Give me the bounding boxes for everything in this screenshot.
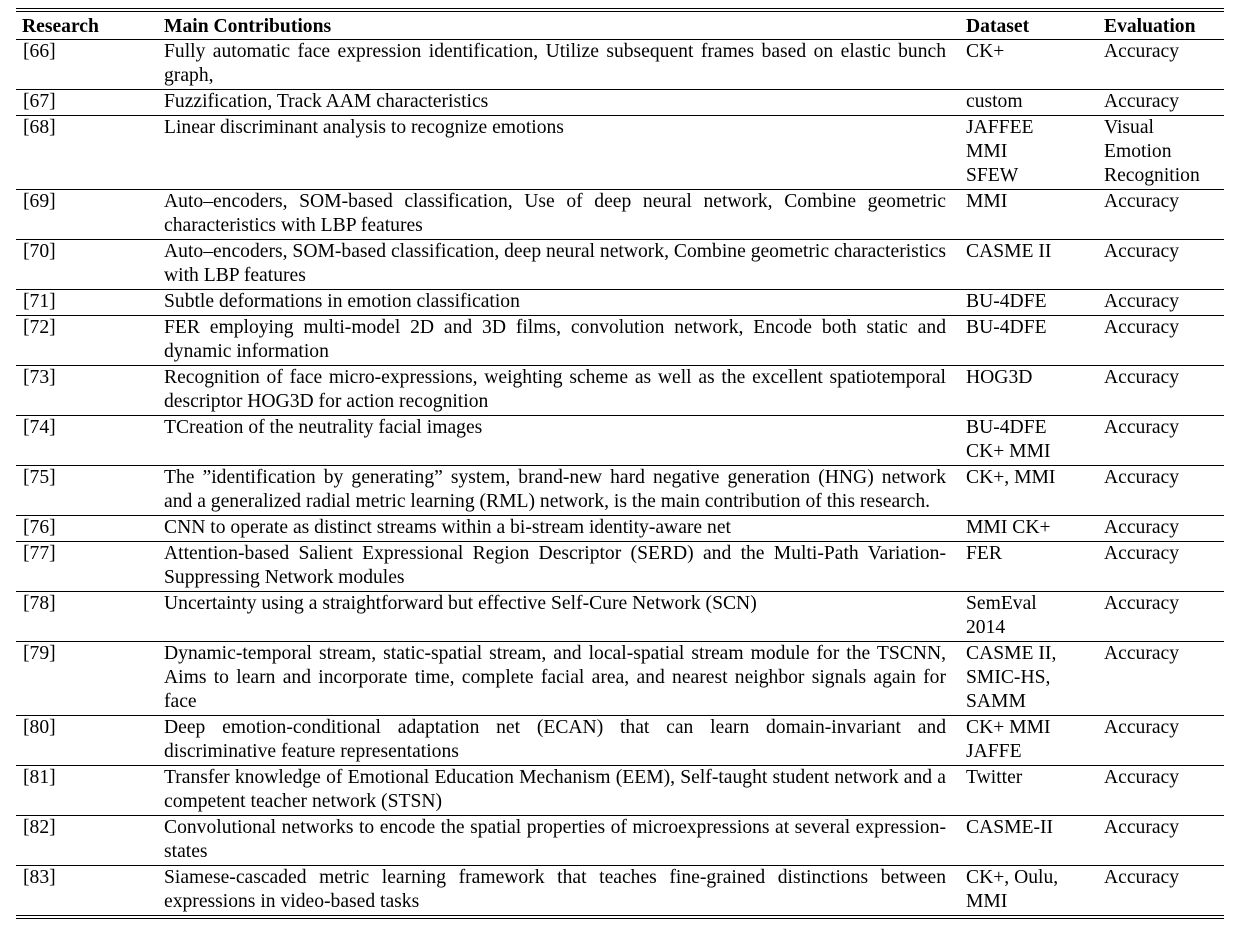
dataset-line: BU-4DFE <box>966 291 1047 312</box>
cell-main-contribution: Fuzzification, Track AAM characteristics <box>158 90 960 116</box>
cell-main-contribution: Auto–encoders, SOM-based classification, deep neural network, Combine geometric characteristics with LBP features <box>158 240 960 290</box>
cell-main-contribution: Dynamic-temporal stream, static-spatial stream, and local-spatial stream module for the TSCNN, Aims to learn and incorporate time, complete facial area, and nearest neighbor signals again for face <box>158 642 960 716</box>
dataset-line: BU-4DFE <box>966 417 1047 438</box>
dataset-line: MMI <box>966 141 1008 162</box>
cell-main-contribution: Convolutional networks to encode the spatial properties of microexpressions at several expression-states <box>158 816 960 866</box>
table-row <box>16 866 1224 916</box>
cell-research-ref: [78] <box>16 592 158 642</box>
cell-main-contribution: CNN to operate as distinct streams within a bi-stream identity-aware net <box>158 516 960 542</box>
evaluation-line: Accuracy <box>1104 767 1180 788</box>
dataset-line: CK+ <box>966 41 1005 62</box>
evaluation-line: Accuracy <box>1104 417 1180 438</box>
table-row <box>16 716 1224 766</box>
table-row <box>16 366 1224 416</box>
cell-evaluation <box>1098 816 1224 866</box>
cell-evaluation <box>1098 40 1224 90</box>
cell-evaluation <box>1098 116 1224 190</box>
cell-main-contribution: Uncertainty using a straightforward but effective Self-Cure Network (SCN) <box>158 592 960 642</box>
cell-research-ref: [82] <box>16 816 158 866</box>
dataset-line: MMI CK+ <box>966 517 1051 538</box>
dataset-line: JAFFEE <box>966 117 1034 138</box>
evaluation-line: Accuracy <box>1104 191 1180 212</box>
evaluation-line: Accuracy <box>1104 867 1180 888</box>
evaluation-line: Recognition <box>1104 165 1200 186</box>
table-row <box>16 316 1224 366</box>
table-row <box>16 766 1224 816</box>
cell-dataset <box>960 240 1098 290</box>
dataset-line: 2014 <box>966 617 1006 638</box>
evaluation-line: Accuracy <box>1104 91 1180 112</box>
dataset-line: CASME II <box>966 241 1052 262</box>
evaluation-line: Accuracy <box>1104 643 1180 664</box>
cell-research-ref: [67] <box>16 90 158 116</box>
dataset-line: HOG3D <box>966 367 1033 388</box>
dataset-line: CK+, MMI <box>966 467 1056 488</box>
table-row <box>16 816 1224 866</box>
cell-research-ref: [73] <box>16 366 158 416</box>
table-row <box>16 290 1224 316</box>
cell-research-ref: [71] <box>16 290 158 316</box>
cell-dataset <box>960 766 1098 816</box>
table-row <box>16 190 1224 240</box>
cell-research-ref: [72] <box>16 316 158 366</box>
evaluation-line: Visual <box>1104 117 1154 138</box>
evaluation-line: Accuracy <box>1104 817 1180 838</box>
cell-research-ref: [83] <box>16 866 158 916</box>
top-double-rule <box>16 8 1224 9</box>
cell-main-contribution: Fully automatic face expression identification, Utilize subsequent frames based on elastic bunch graph, <box>158 40 960 90</box>
cell-dataset <box>960 40 1098 90</box>
cell-evaluation <box>1098 642 1224 716</box>
cell-evaluation <box>1098 542 1224 592</box>
cell-dataset <box>960 116 1098 190</box>
cell-dataset <box>960 866 1098 916</box>
cell-evaluation <box>1098 466 1224 516</box>
dataset-line: custom <box>966 91 1023 112</box>
cell-research-ref: [69] <box>16 190 158 240</box>
cell-dataset <box>960 366 1098 416</box>
cell-evaluation <box>1098 716 1224 766</box>
cell-dataset <box>960 516 1098 542</box>
evaluation-line: Accuracy <box>1104 241 1180 262</box>
cell-main-contribution: TCreation of the neutrality facial images <box>158 416 960 466</box>
cell-evaluation <box>1098 516 1224 542</box>
cell-main-contribution: Subtle deformations in emotion classification <box>158 290 960 316</box>
cell-dataset <box>960 592 1098 642</box>
cell-research-ref: [76] <box>16 516 158 542</box>
dataset-line: BU-4DFE <box>966 317 1047 338</box>
cell-research-ref: [66] <box>16 40 158 90</box>
table-row <box>16 516 1224 542</box>
header-research: Research <box>16 12 158 40</box>
cell-evaluation <box>1098 290 1224 316</box>
cell-evaluation <box>1098 190 1224 240</box>
table-row <box>16 240 1224 290</box>
dataset-line: CASME II, <box>966 643 1057 664</box>
cell-research-ref: [70] <box>16 240 158 290</box>
header-dataset: Dataset <box>960 12 1098 40</box>
evaluation-line: Accuracy <box>1104 317 1180 338</box>
dataset-line: MMI <box>966 891 1008 912</box>
table-row <box>16 90 1224 116</box>
evaluation-line: Accuracy <box>1104 367 1180 388</box>
cell-evaluation <box>1098 416 1224 466</box>
cell-main-contribution: Recognition of face micro-expressions, weighting scheme as well as the excellent spatiotemporal descriptor HOG3D for action recognition <box>158 366 960 416</box>
evaluation-line: Accuracy <box>1104 467 1180 488</box>
research-comparison-table <box>16 11 1224 916</box>
cell-evaluation <box>1098 90 1224 116</box>
table-row <box>16 116 1224 190</box>
cell-main-contribution: Deep emotion-conditional adaptation net (ECAN) that can learn domain-invariant and discriminative feature representations <box>158 716 960 766</box>
evaluation-line: Accuracy <box>1104 717 1180 738</box>
dataset-line: CASME-II <box>966 817 1054 838</box>
cell-research-ref: [74] <box>16 416 158 466</box>
cell-dataset <box>960 642 1098 716</box>
dataset-line: Twitter <box>966 767 1023 788</box>
cell-dataset <box>960 416 1098 466</box>
cell-research-ref: [81] <box>16 766 158 816</box>
cell-main-contribution: The ”identification by generating” system, brand-new hard negative generation (HNG) network and a generalized radial metric learning (RML) network, is the main contribution of this research. <box>158 466 960 516</box>
cell-evaluation <box>1098 240 1224 290</box>
dataset-line: SAMM <box>966 691 1026 712</box>
evaluation-line: Accuracy <box>1104 593 1180 614</box>
cell-main-contribution: Attention-based Salient Expressional Region Descriptor (SERD) and the Multi-Path Variation-Suppressing Network modules <box>158 542 960 592</box>
cell-main-contribution: Auto–encoders, SOM-based classification, Use of deep neural network, Combine geometric characteristics with LBP features <box>158 190 960 240</box>
dataset-line: SFEW <box>966 165 1019 186</box>
cell-main-contribution: Transfer knowledge of Emotional Education Mechanism (EEM), Self-taught student network and a competent teacher network (STSN) <box>158 766 960 816</box>
evaluation-line: Accuracy <box>1104 41 1180 62</box>
header-main-contributions: Main Contributions <box>158 12 960 40</box>
header-evaluation: Evaluation <box>1098 12 1224 40</box>
cell-dataset <box>960 716 1098 766</box>
cell-evaluation <box>1098 766 1224 816</box>
dataset-line: CK+ MMI <box>966 717 1051 738</box>
cell-research-ref: [79] <box>16 642 158 716</box>
cell-evaluation <box>1098 366 1224 416</box>
comparison-table-container <box>16 8 1224 919</box>
table-row <box>16 592 1224 642</box>
cell-dataset <box>960 290 1098 316</box>
cell-research-ref: [75] <box>16 466 158 516</box>
cell-evaluation <box>1098 592 1224 642</box>
table-row <box>16 642 1224 716</box>
evaluation-line: Accuracy <box>1104 517 1180 538</box>
cell-dataset <box>960 542 1098 592</box>
cell-dataset <box>960 190 1098 240</box>
cell-research-ref: [77] <box>16 542 158 592</box>
table-row <box>16 542 1224 592</box>
cell-research-ref: [80] <box>16 716 158 766</box>
cell-evaluation <box>1098 316 1224 366</box>
cell-dataset <box>960 90 1098 116</box>
table-row <box>16 416 1224 466</box>
table-header-row <box>16 12 1224 40</box>
bottom-double-rule <box>16 918 1224 919</box>
dataset-line: CK+, Oulu, <box>966 867 1059 888</box>
table-row <box>16 40 1224 90</box>
dataset-line: SMIC-HS, <box>966 667 1051 688</box>
cell-main-contribution: Siamese-cascaded metric learning framework that teaches fine-grained distinctions between expressions in video-based tasks <box>158 866 960 916</box>
dataset-line: FER <box>966 543 1002 564</box>
cell-dataset <box>960 316 1098 366</box>
dataset-line: JAFFE <box>966 741 1022 762</box>
dataset-line: CK+ MMI <box>966 441 1051 462</box>
dataset-line: MMI <box>966 191 1008 212</box>
cell-research-ref: [68] <box>16 116 158 190</box>
dataset-line: SemEval <box>966 593 1037 614</box>
table-row <box>16 466 1224 516</box>
cell-main-contribution: Linear discriminant analysis to recognize emotions <box>158 116 960 190</box>
cell-dataset <box>960 466 1098 516</box>
evaluation-line: Emotion <box>1104 141 1172 162</box>
evaluation-line: Accuracy <box>1104 291 1180 312</box>
cell-dataset <box>960 816 1098 866</box>
cell-main-contribution: FER employing multi-model 2D and 3D films, convolution network, Encode both static and dynamic information <box>158 316 960 366</box>
cell-evaluation <box>1098 866 1224 916</box>
evaluation-line: Accuracy <box>1104 543 1180 564</box>
